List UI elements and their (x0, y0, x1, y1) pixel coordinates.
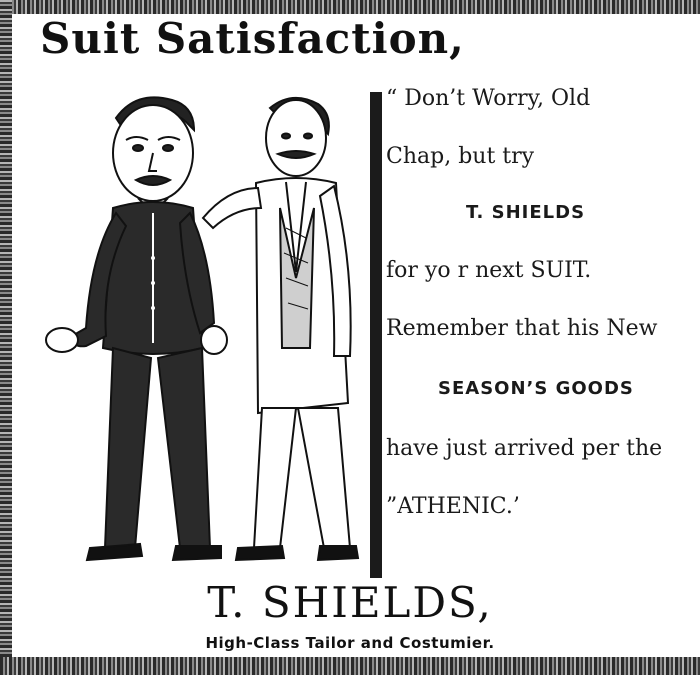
bottom-border (0, 657, 700, 675)
copy-line-7: have just arrived per the (386, 436, 663, 461)
copy-line-8: ”ATHENIC.’ (386, 494, 520, 519)
top-border (0, 0, 700, 14)
copy-line-3: T. SHIELDS (466, 202, 586, 223)
advertiser-tagline: High-Class Tailor and Costumier. (205, 634, 495, 652)
left-border (0, 0, 12, 675)
copy-line-1: “ Don’t Worry, Old (386, 86, 591, 111)
illustration (28, 78, 368, 578)
copy-line-6: SEASON’S GOODS (438, 378, 634, 399)
advertiser-name: T. SHIELDS, (207, 578, 493, 627)
vertical-rule (370, 92, 382, 578)
worried-man-figure (46, 97, 227, 560)
headline: Suit Satisfaction, (40, 14, 465, 63)
copy-line-2: Chap, but try (386, 144, 535, 169)
copy-line-5: Remember that his New (386, 316, 658, 341)
copy-line-4: for yo r next SUIT. (386, 258, 592, 283)
gentleman-figure (203, 98, 358, 560)
